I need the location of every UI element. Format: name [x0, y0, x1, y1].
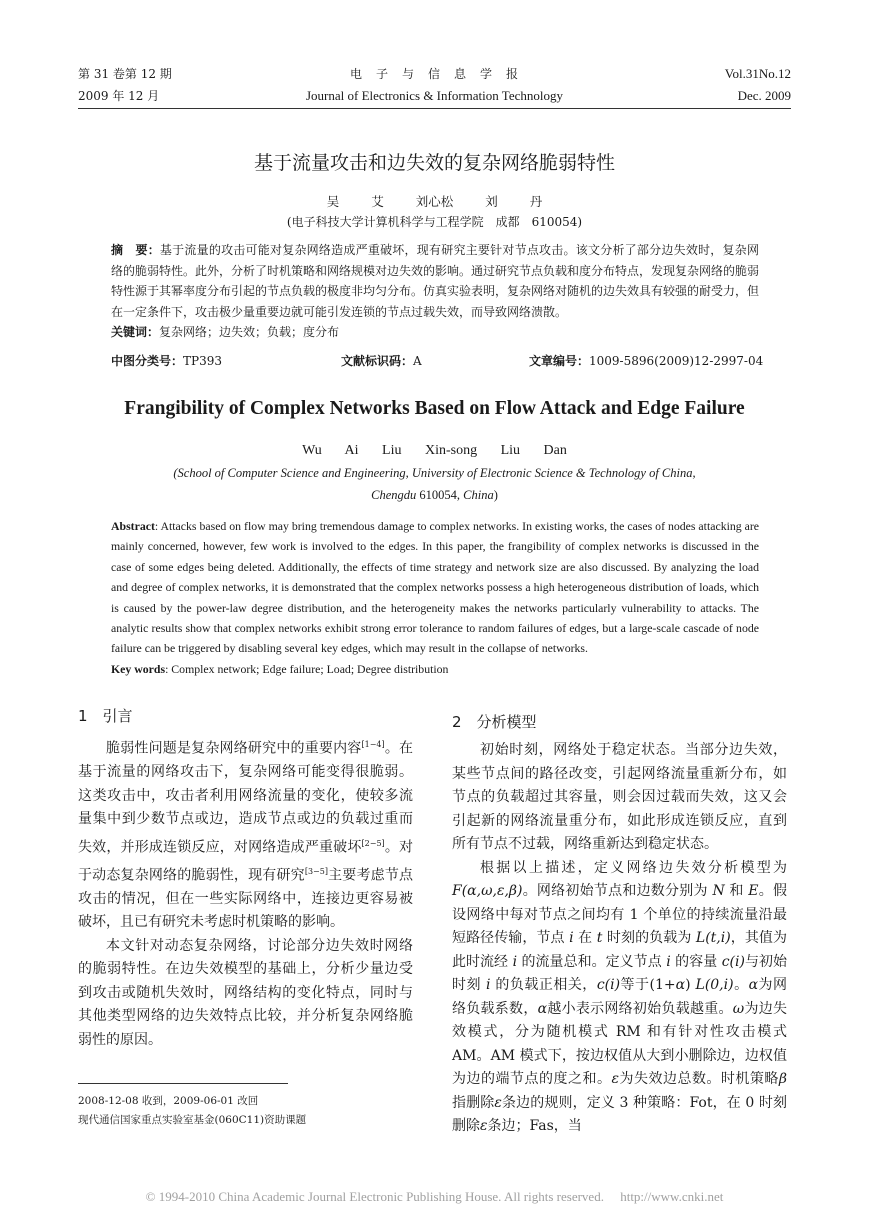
en-affiliation-line2: Chengdu 610054, China): [371, 488, 498, 502]
cn-abstract: [111, 240, 759, 343]
cn-affiliation: (电子科技大学计算机科学与工程学院 成都 610054): [286, 215, 583, 229]
cn-abstract-label: 摘 要：: [111, 243, 160, 257]
footnote-received: 2008-12-08 收到，2009-06-01 改回: [78, 1095, 259, 1107]
en-keywords-text: : Complex network; Edge failure; Load; Degree distribution: [165, 661, 449, 676]
en-affiliation-code: 610054,: [416, 488, 464, 502]
cn-abstract-text: 基于流量的攻击可能对复杂网络造成严重破坏，现有研究主要针对节点攻击。该文分析了部分边失效时，复杂网络的脆弱特性。此外，分析了时机策略和网络规模对边失效的影响。通过研究节点负载和度分布特点，发现复杂网络的脆弱特性源于其幂率度分布引起的节点负载的极度非均匀分布。仿真实验表明，复杂网络对随机的边失效具有较强的耐受力，但在一定条件下，攻击极少量重要边就可能引发连锁的节点过载失效，而导致网络溃散。: [111, 243, 760, 319]
header-date-en: Dec. 2009: [737, 88, 791, 103]
cn-authors: 吴 艾 刘心松 刘 丹: [326, 194, 543, 209]
article-label: 文章编号：: [529, 354, 590, 368]
section2-body: [452, 739, 787, 1139]
footnote-rule: [78, 1083, 288, 1084]
header-volume: 第 31 卷第 12 期: [78, 67, 172, 81]
doc-label: 文献标识码：: [341, 354, 414, 368]
footnote-funding: 现代通信国家重点实验室基金(060C11)资助课题: [78, 1114, 307, 1126]
cn-keywords-text: 复杂网络；边失效；负载；度分布: [159, 325, 340, 339]
cn-doc-code: [341, 352, 422, 369]
section1-body: [78, 733, 413, 1052]
en-title: Frangibility of Complex Networks Based on Flow Attack and Edge Failure: [124, 398, 745, 419]
en-abstract-label: Abstract: [111, 519, 155, 533]
section2-paragraph2: 根据以上描述，定义网络边失效分析模型为F(α,ω,ε,β)。网络初始节点和边数分别为 N 和 E。假设网络中每对节点之间均有 1 个单位的持续流量沿最短路径传输，节点 i 在 t 时刻的负载为 L(t,i)，其值为此时流经 i 的流量总和。定义节点 i 的容量 c(i)与初始时刻 i 的负载正相关，c(i)等于(1+α) L(0,i)。α为网络负载系数，α越小表示网络初始负载越重。ω为边失效模式，分为随机模式 RM 和有针对性攻击模式 AM。AM 模式下，按边权值从大到小删除边，边权值为边的端节点的度之和。ε为失效边总数。时机策略β指删除ε条边的规则，定义 3 种策略：Fot，在 0 时刻删除ε条边；Fas，当: [452, 859, 788, 1134]
en-abstract-text: : Attacks based on flow may bring tremendous damage to complex networks. In existing works, the cases of nodes attacking are mainly concerned, however, few work is involved to the edges. In this paper, the frangibility of complex networks is discussed in the case of some edges being deleted. Additionally, the effects of time strategy and network size are also discussed. By analyzing the load and degree of complex networks, it is demonstrated that the complex networks possess a high heterogeneous distribution of loads, which is caused by the power-law degree distribution, and the heterogeneity makes the networks particularly vulnerability to attacks. The analytic results show that complex networks exhibit strong error tolerance to random failures of edges, but a large-scale cascade of node failure can be triggered by disabling several key edges, which may result in the collapse of networks.: [111, 519, 760, 656]
citation: [3−5]: [304, 866, 328, 876]
header-rule: [78, 108, 791, 109]
en-abstract: [111, 516, 759, 679]
cn-article-number: [529, 352, 763, 369]
header-journal-cn: 电 子 与 信 息 学 报: [349, 67, 519, 81]
en-affiliation-line1: (School of Computer Science and Engineering, University of Electronic Science & Technology of China,: [173, 466, 696, 480]
en-affiliation-country: China: [463, 488, 494, 502]
header-date: 2009 年 12 月: [78, 89, 160, 103]
citation: [2−5]: [361, 838, 385, 848]
section1-heading: 1 引言: [78, 707, 133, 725]
en-keywords-label: Key words: [111, 661, 166, 676]
article-value: 1009-5896(2009)12-2997-04: [589, 354, 764, 368]
cn-class-number: [111, 352, 222, 369]
cn-title: 基于流量攻击和边失效的复杂网络脆弱特性: [253, 152, 615, 174]
header-volume-en: Vol.31No.12: [724, 66, 791, 81]
en-affiliation-city: Chengdu: [371, 488, 417, 502]
citation: [1−4]: [361, 740, 385, 749]
en-authors: Wu Ai Liu Xin-song Liu Dan: [302, 443, 567, 458]
cn-keywords-label: 关键词：: [111, 325, 160, 339]
copyright-notice: © 1994-2010 China Academic Journal Electronic Publishing House. All rights reserved. http://www.cnki.net: [145, 1189, 724, 1204]
section1-paragraph2: 本文针对动态复杂网络，讨论部分边失效时网络的脆弱特性。在边失效模型的基础上，分析少量边受到攻击或随机失效时，网络结构的变化特点，同时与其他类型网络的边失效特点比较，并分析复杂网络脆弱性的原因。: [78, 937, 413, 1048]
class-value: TP393: [183, 354, 222, 368]
doc-value: A: [413, 354, 422, 368]
section1-paragraph1: 脆弱性问题是复杂网络研究中的重要内容[1−4]。在基于流量的网络攻击下，复杂网络可能变得很脆弱。这类攻击中，攻击者利用网络流量的变化，使较多流量集中到少数节点或边，造成节点或边的负载过重而失效，并形成连锁反应，对网络造成严重破坏[2−5]。对于动态复杂网络的脆弱性，现有研究[3−5]主要考虑节点攻击的情况，但在一些实际网络中，连接边更容易被破坏，且已有研究未考虑时机策略的影响。: [78, 740, 414, 931]
class-label: 中图分类号：: [111, 354, 184, 368]
header-journal-en: Journal of Electronics & Information Technology: [306, 88, 563, 103]
section2-heading: 2 分析模型: [452, 713, 537, 731]
section2-paragraph1: 初始时刻，网络处于稳定状态。当部分边失效，某些节点间的路径改变，引起网络流量重新分布，如节点的负载超过其容量，则会因过载而失效，这又会引起新的网络流量重分布，如此形成连锁反应，直到所有节点不过载，网络重新达到稳定状态。: [452, 742, 787, 852]
